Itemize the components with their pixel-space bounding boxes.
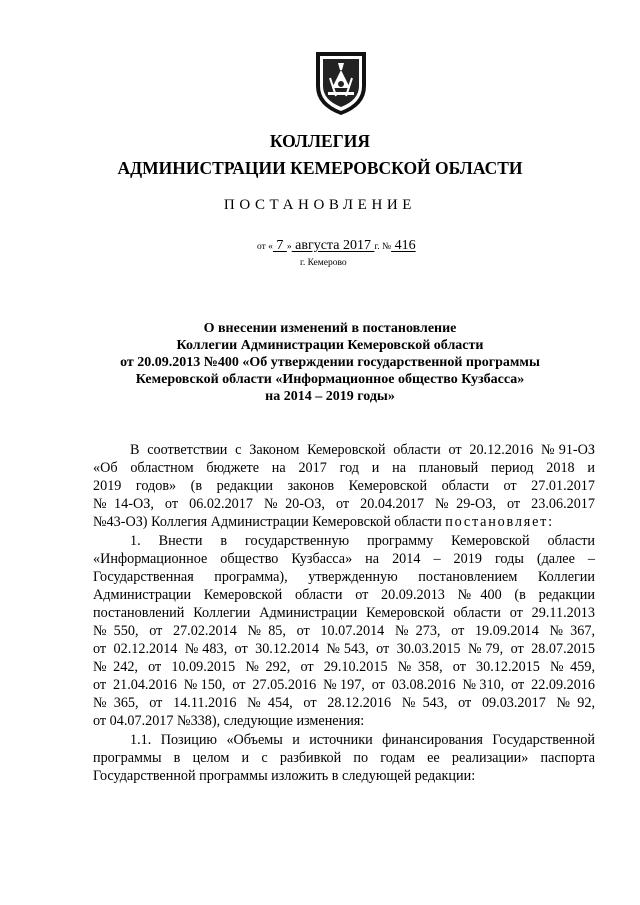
body-line-resolves (93, 513, 595, 531)
body-line: от 02.12.2014 №483, от 30.12.2014 №543, от 30.03.2015 №79, от 28.07.2015 (93, 641, 595, 657)
date-month-year: августа 2017 (291, 238, 375, 253)
body-line: программы в целом и с разбивкой по годам ее реализации» паспорта (93, 750, 595, 766)
city: г. Кемерово (300, 258, 347, 268)
body-line: «Информационное общество Кузбасса» на 2014 – 2019 годы (далее – (93, 551, 595, 567)
document-title (80, 320, 580, 405)
kemerovo-coat-of-arms-icon (312, 48, 370, 118)
body-line: «Об областном бюджете на 2017 год и на плановый период 2018 и (93, 460, 595, 476)
body-line: 1.1. Позицию «Объемы и источники финансирования Государственной (130, 732, 595, 748)
date-year-suffix: г. (374, 242, 380, 252)
title-line: Коллегии Администрации Кемеровской области (176, 338, 484, 353)
body-line: 2019 годов» (в редакции законов Кемеровской области от 27.01.2017 (93, 478, 595, 494)
body-line: Государственная программа), утвержденную постановлением Коллегии (93, 569, 595, 585)
document-type: ПОСТАНОВЛЕНИЕ (223, 197, 417, 213)
title-line: Кемеровской области «Информационное общество Кузбасса» (135, 372, 525, 387)
body-line-text: №43-ОЗ) Коллегия Администрации Кемеровской области (93, 514, 446, 530)
resolves-word: постановляет: (445, 514, 554, 530)
title-line: от 20.09.2013 №400 «Об утверждении государственной программы (120, 355, 540, 370)
document-number: 416 (391, 238, 416, 253)
body-line: Администрации Кемеровской области от 20.09.2013 №400 (в редакции (93, 587, 595, 603)
date-quote: » (286, 242, 292, 252)
title-line: на 2014 – 2019 годы» (265, 389, 395, 404)
body-line: В соответствии с Законом Кемеровской области от 20.12.2016 №91-ОЗ (130, 442, 595, 458)
body-line: №14-ОЗ, от 06.02.2017 №20-ОЗ, от 20.04.2017 №29-ОЗ, от 23.06.2017 (93, 496, 595, 512)
body-line: №242, от 10.09.2015 №292, от 29.10.2015 №358, от 30.12.2015 №459, (93, 659, 595, 675)
date-day: 7 (272, 238, 287, 253)
body-line: №550, от 27.02.2014 №85, от 10.07.2014 №273, от 19.09.2014 №367, (93, 623, 595, 639)
title-line: О внесении изменений в постановление (203, 321, 457, 336)
body-line: №365, от 14.11.2016 №454, от 28.12.2016 №543, от 09.03.2017 №92, (93, 695, 595, 711)
org-name-line1: КОЛЛЕГИЯ (269, 131, 371, 151)
body-line: 1. Внести в государственную программу Кемеровской области (130, 533, 595, 549)
number-label: № (382, 242, 392, 252)
org-name-line2: АДМИНИСТРАЦИИ КЕМЕРОВСКОЙ ОБЛАСТИ (117, 158, 523, 178)
body-line: постановлений Коллегии Администрации Кемеровской области от 29.11.2013 (93, 605, 595, 621)
body-line: от 04.07.2017 №338), следующие изменения: (93, 713, 365, 729)
date-from: от « (257, 242, 273, 252)
body-line: от 21.04.2016 №150, от 27.05.2016 №197, от 03.08.2016 №310, от 22.09.2016 (93, 677, 595, 693)
body-line: Государственной программы изложить в следующей редакции: (93, 768, 476, 784)
date-number-line (257, 238, 416, 254)
